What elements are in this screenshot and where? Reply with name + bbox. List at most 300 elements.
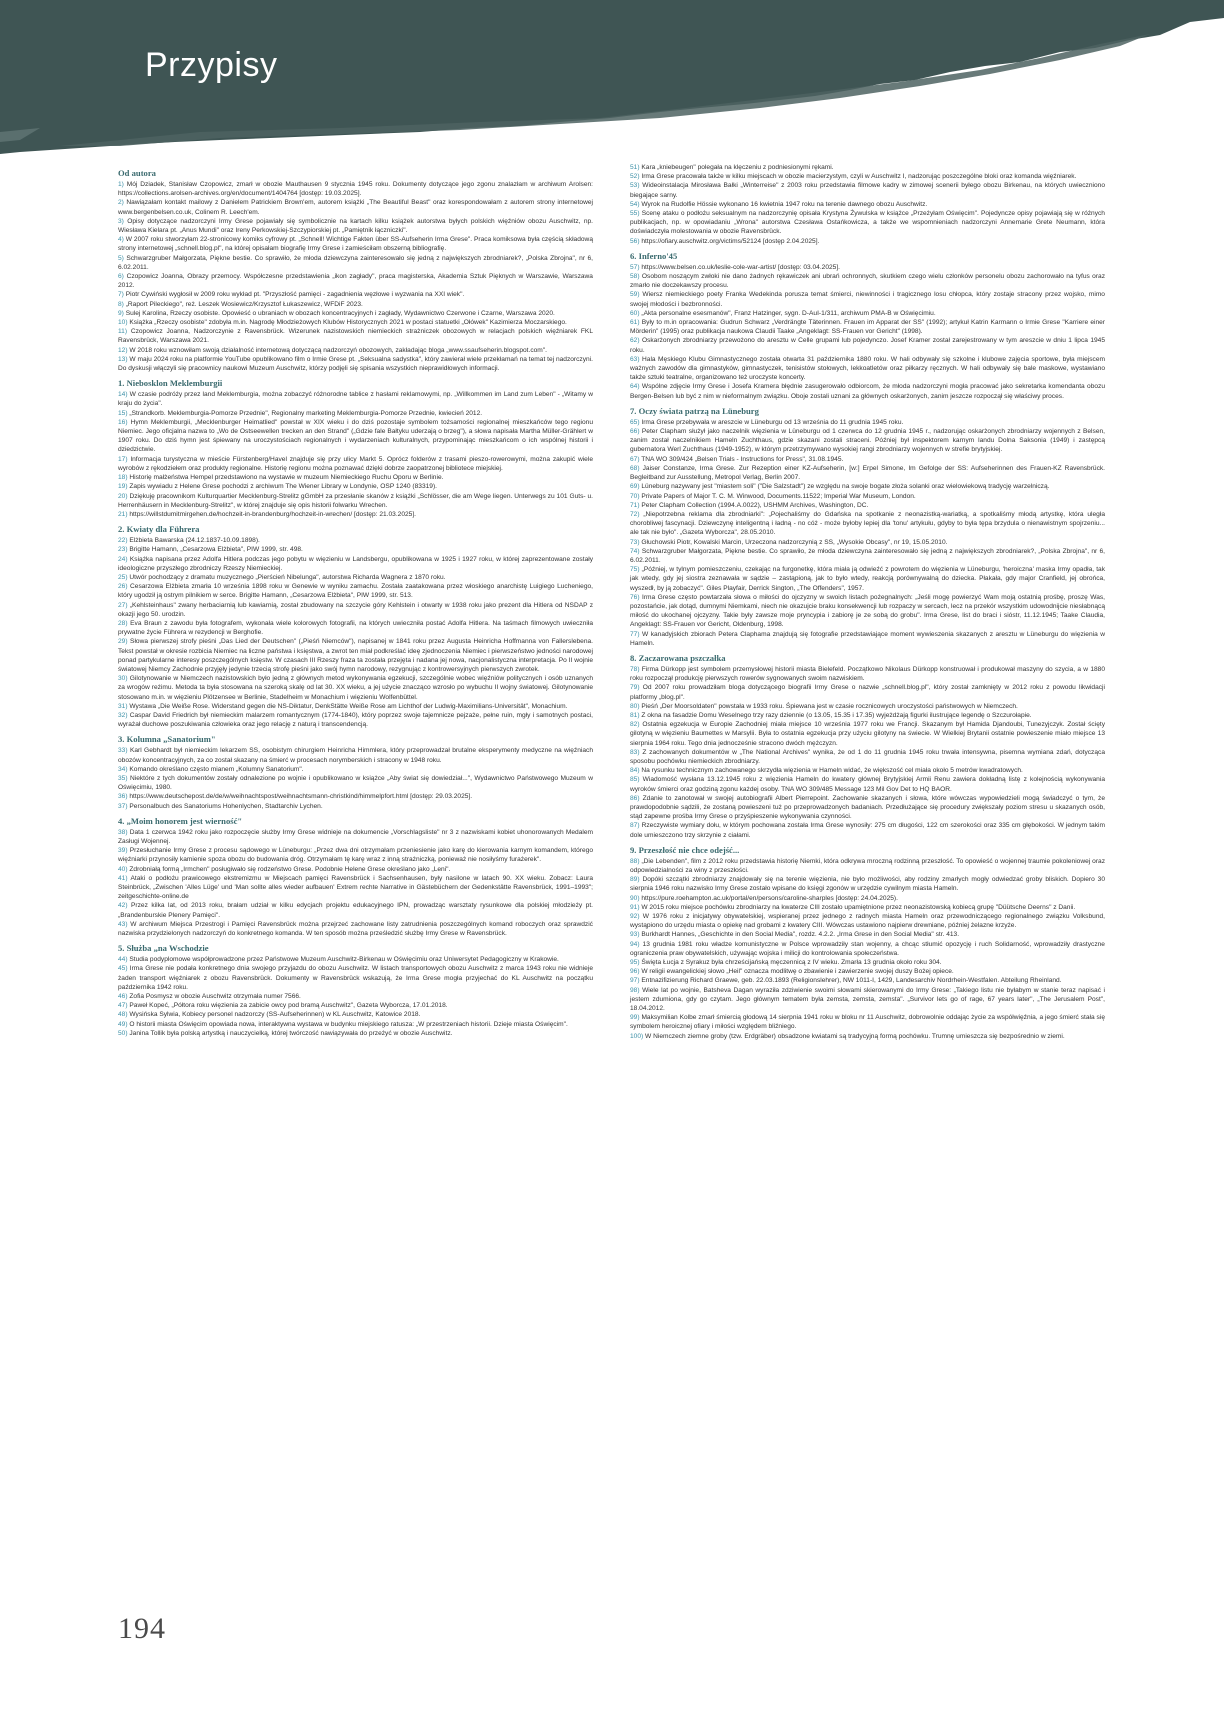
footnote-number: 65) xyxy=(630,418,640,426)
footnote xyxy=(118,619,593,637)
footnote-text: Peter Clapham służył jako naczelnik więzienia w Lüneburgu od 1 czerwca do 12 grudnia 1945 r., nadzorując oskarżonych zbrodniarzy wojennych z Belsen, zanim został naczelnikiem Hameln Zuchthaus, gdzie skazani zostali straceni. Później był inspektorem karnym landu Dolna Saksonia (1949) i zastępcą gubernatora Werl Zuchthaus (1949-1952), w którym przetrzymywano wysokiej rangi zbrodniarzy wojennych w strefie brytyjskiej. xyxy=(630,428,1105,454)
footnote-text: Entnazifizierung Richard Graewe, geb. 22.03.1893 (Religionslehrer), NW 1011-I, 1429, Landesarchiv Nordrhein-Westfalen. Abteilung Rheinland. xyxy=(641,977,1062,985)
footnote xyxy=(118,327,593,345)
footnote-number: 38) xyxy=(118,828,128,836)
footnote-number: 70) xyxy=(630,492,640,500)
footnote-number: 42) xyxy=(118,902,128,910)
footnote xyxy=(630,894,1105,903)
footnote xyxy=(118,272,593,290)
footnote-text: Schwarzgruber Małgorzata, Piękne bestie. Co sprawiło, że młoda dziewczyna zainteresowało się jedną z największych zbrodniarek?, „Polska Zbrojna", nr 6, 6.02.2011. xyxy=(630,547,1105,564)
footnote xyxy=(630,290,1105,308)
footnote-text: https://www.belsen.co.uk/leslie-cole-war-artist/ [dostęp: 03.04.2025]. xyxy=(641,263,841,271)
footnote xyxy=(630,382,1105,400)
footnote xyxy=(630,958,1105,967)
footnote-text: Na rysunku technicznym zachowanego skrzydła więzienia w Hameln widać, że większość cel miała około 5 metrów kwadratowych. xyxy=(641,767,1023,775)
footnote xyxy=(118,637,593,674)
footnote-number: 10) xyxy=(118,319,128,327)
footnote-number: 1) xyxy=(118,181,124,188)
footnote-number: 98) xyxy=(630,986,640,994)
footnote xyxy=(118,254,593,272)
footnote-text: Głuchowski Piotr, Kowalski Marcin, Urzeczona nadzorczynią z SS, „Wysokie Obcasy", nr 19, 15.05.2010. xyxy=(641,538,948,546)
footnote-number: 60) xyxy=(630,309,640,317)
section-heading: 6. Inferno'45 xyxy=(630,250,678,261)
footnote-number: 76) xyxy=(630,593,640,601)
footnote-text: Wiadomość wysłana 13.12.1945 roku z więzienia Hameln do kwatery głównej Brytyjskiej Armii Renu zawiera dokładną listę z kolejnością wykonywania wyroków śmierci oraz godziną zgonu każdej osoby. TNA WO 309/485 Message 123 Mil Gov Det to HQ BAOR. xyxy=(630,776,1105,793)
footnote-text: Irma Grese nie podała konkretnego dnia swojego przyjazdu do obozu Auschwitz. W listach transportowych obozu Auschwitz z marca 1943 roku nie widnieje żaden transport więźniarek z obozu Ravensbrück. Dokumenty w Ravensbrück wskazują, że Irma Grese mogła przyjechać do KL Auschwitz na początku października 1942 roku. xyxy=(118,965,593,991)
footnote-text: Schwarzgruber Małgorzata, Piękne bestie. Co sprawiło, że młoda dziewczyna zainteresowało się jedną z największych zbrodniarek?, „Polska Zbrojna", nr 6, 6.02.2011. xyxy=(118,254,593,271)
footnote-number: 99) xyxy=(630,1014,640,1022)
footnote xyxy=(630,482,1105,491)
footnote-text: O historii miasta Oświęcim opowiada nowa, interaktywna wystawa w budynku miejskiego ratusza: „W przestrzeniach historii. Dzieje miasta Oświęcim". xyxy=(129,1020,568,1028)
footnote-number: 79) xyxy=(630,684,640,692)
footnote-number: 26) xyxy=(118,583,128,591)
footnote xyxy=(118,300,593,309)
footnote xyxy=(630,857,1105,875)
footnote-number: 5) xyxy=(118,254,124,262)
footnote-number: 100) xyxy=(630,1032,644,1040)
footnote-text: Ostatnia egzekucja w Europie Zachodniej miała miejsce 10 września 1977 roku we Francji. Skazanym był Hamida Djandoubi, Tunezyjczyk. Został ścięty gilotyną w więzieniu Baumettes w Marsylii. Była to ostatnia egzekucja przy użyciu gilotyny na świecie. W Wielkiej Brytanii ostatnie powieszenie miało miejsce 13 sierpnia 1964 roku. Tego dnia jednocześnie stracono dwóch mężczyzn. xyxy=(630,721,1105,747)
footnote-number: 84) xyxy=(630,767,640,775)
section-heading: 3. Kolumna „Sanatorium" xyxy=(118,734,216,745)
footnote xyxy=(630,464,1105,482)
footnote-text: Irma Grese przebywała w areszcie w Lüneburgu od 13 września do 11 grudnia 1945 roku. xyxy=(641,418,904,426)
footnote-number: 57) xyxy=(630,263,640,271)
footnote-number: 8) xyxy=(118,300,124,308)
footnote-text: W Niemczech ziemne groby (tzw. Erdgräber) obsadzone kwiatami są tradycyjną formą pochówku. Trumnę umieszcza się bezpośrednio w ziemi. xyxy=(645,1032,1065,1040)
footnote xyxy=(630,986,1105,1014)
footnote-text: Przesłuchanie Irmy Grese z procesu sądowego w Lüneburgu: „Przez dwa dni otrzymałam przeniesienie jako karę do kierowania karnym komandem, którego więźniarki przynosiły kamienie spoza obozu do budowania dróg. Otrzymałam tę karę wraz z inną strażniczką, ponieważ nie nosiłyśmy furażerek". xyxy=(118,847,593,864)
footnote-text: Od 2007 roku prowadziłam bloga dotyczącego biografii Irmy Grese o nazwie „schnell.blog.pl", który został zamknięty w 2012 roku z powodu likwidacji platformy „blog.pl". xyxy=(630,684,1105,701)
footnote-number: 80) xyxy=(630,702,640,710)
footnote-text: Peter Clapham Collection (1994.A.0022), USHMM Archives, Washington, DC. xyxy=(641,501,869,509)
footnote xyxy=(118,290,593,299)
footnote-text: Piotr Cywiński wygłosił w 2009 roku wykład pt. "Przyszłość pamięci - zagadnienia węzłowe i wyzwania na XXI wiek". xyxy=(125,291,465,299)
footnote-text: Elżbieta Bawarska (24.12.1837-10.09.1898). xyxy=(129,537,260,545)
footnote-text: Książka „Rzeczy osobiste" zdobyła m.in. Nagrodę Młodzieżowych Klubów Historycznych 2021 w postaci statuetki „Ołówek" Kazimierza Moczarskiego. xyxy=(129,319,567,327)
footnote xyxy=(630,501,1105,510)
footnote xyxy=(630,702,1105,711)
footnote xyxy=(118,702,593,711)
footnote xyxy=(630,967,1105,976)
footnote-text: W 1976 roku z inicjatywy obywatelskiej, wspieranej przez jednego z radnych miasta Hameln oraz przewodniczącego regionalnego związku Volksbund, wystąpiono do urzędu miasta o opiekę nad grobami z kwatery CIII. Wówczas ustawiono najpierw drewniane, później żelazne krzyże. xyxy=(630,913,1105,930)
footnote-text: W archiwum Miejsca Przestrogi i Pamięci Ravensbrück można przejrzeć zachowane listy zatrudnienia poszczególnych komand roboczych oraz sprawdzić nazwiska przydzielonych nadzorczyń do konkretnego komanda. W ten sposób można prześledzić służbę Irmy Grese w Ravensbrück. xyxy=(118,920,593,938)
footnote-number: 39) xyxy=(118,847,128,855)
footnote-text: Czopowicz Joanna, Nadzorczynie z Ravensbrück. Wizerunek nazistowskich niemieckich strażniczek obozowych w relacjach polskich więźniarek FKL Ravensbrück, Warszawa 2021. xyxy=(118,328,593,345)
footnote xyxy=(118,846,593,864)
footnote xyxy=(630,181,1105,199)
footnote-number: 61) xyxy=(630,319,640,327)
footnote-number: 58) xyxy=(630,273,640,281)
footnote-number: 47) xyxy=(118,1002,128,1010)
footnote xyxy=(630,665,1105,683)
footnote-number: 3) xyxy=(118,217,124,225)
footnote-number: 12) xyxy=(118,346,128,354)
left-column xyxy=(118,163,593,1038)
footnote-text: Scenę ataku o podłożu seksualnym na nadzorczynię opisała Krystyna Żywulska w książce „Przeżyłam Oświęcim". Pojedyncze opisy pojawiają się w różnych publikacjach, np. w opowiadaniu „Wrona" autorstwa Czesława Ostańkowicza, a także we wspomnieniach nadzorczyni Annemarie Grete Neumann, która doświadczyła molestowania w obozie Ravensbrück. xyxy=(630,210,1105,236)
footnote-number: 77) xyxy=(630,630,640,638)
footnote-text: Gilotynowanie w Niemczech nazistowskich było jedną z głównych metod wykonywania egzekucji, szczególnie wobec więźniów politycznych i osób uznanych za wrogów reżimu. Metoda ta była stosowana na szeroką skalę od lat 30. XX wieku, a jej użycie znacząco wzrosło po wybuchu II wojny światowej. Gilotynowanie stosowano m.in. w więzieniu Plötzensee w Berlinie, Stadelheim w Monachium i więzieniu Wolfenbüttel. xyxy=(118,675,594,701)
footnote-number: 14) xyxy=(118,391,128,399)
footnote xyxy=(630,418,1105,427)
footnote xyxy=(118,992,593,1001)
footnote-number: 36) xyxy=(118,793,128,801)
footnote-number: 81) xyxy=(630,711,640,719)
footnote-text: Wiele lat po wojnie, Batsheva Dagan wyraziła zdziwienie swoimi słowami skierowanymi do Irmy Grese: „Takiego listu nie byłabym w stanie teraz napisać i jestem zdumiona, gdy go czytam. Jego głównym tematem była zemsta, zemsta, zemsta". „Survivor lets go of rage, 67 years later", „The Jerusalem Post", 18.04.2012. xyxy=(630,986,1105,1013)
footnote xyxy=(118,674,593,702)
footnote xyxy=(118,346,593,355)
footnote-number: 86) xyxy=(630,794,640,802)
footnote xyxy=(118,418,593,455)
footnote xyxy=(630,318,1105,336)
section-heading: 2. Kwiaty dla Führera xyxy=(118,524,200,535)
section-heading: 9. Przeszłość nie chce odejść... xyxy=(630,844,740,855)
footnote xyxy=(630,912,1105,930)
footnote xyxy=(118,473,593,482)
footnote xyxy=(630,272,1105,290)
footnote-text: Wiersz niemieckiego poety Franka Wedekinda porusza temat śmierci, niewinności i tragicznego losu chłopca, który zostaje stracony przez wojsko, mimo swojej młodości i bezbronności. xyxy=(630,291,1105,308)
footnote xyxy=(630,711,1105,720)
footnote xyxy=(630,455,1105,464)
footnote-number: 35) xyxy=(118,774,128,782)
footnote-text: Zdanie to zanotował w swojej autobiografii Albert Pierrepoint. Zachowanie skazanych i słowa, które wówczas wypowiedzieli mogą świadczyć o tym, że prawdopodobnie sądzili, że zostaną powieszeni tuż po przeprowadzonych badaniach. Przedłużające się procedury zwiększały poziom stresu u skazanych osób, stąd zapewne prośba Irmy Grese o przyśpieszenie wykonywania czynności. xyxy=(630,794,1105,821)
footnote xyxy=(118,545,593,554)
footnote-number: 91) xyxy=(630,903,640,911)
footnote-text: Lüneburg nazywany jest "miastem soli" ("Die Salzstadt") ze względu na swoje bogate złoża solanki oraz wielowiekową tradycję warzelniczą. xyxy=(641,483,1050,491)
footnote xyxy=(118,955,593,964)
footnote xyxy=(118,409,593,418)
section-heading: 1. Niebosklon Meklemburgii xyxy=(118,378,223,389)
page-number: 194 xyxy=(118,1612,166,1645)
footnote-number: 73) xyxy=(630,538,640,546)
footnote-number: 49) xyxy=(118,1020,128,1028)
footnote-number: 45) xyxy=(118,965,128,973)
footnote-number: 78) xyxy=(630,665,640,673)
footnote xyxy=(630,172,1105,181)
footnote-number: 27) xyxy=(118,601,128,609)
footnote-number: 16) xyxy=(118,418,128,426)
footnote-text: Data 1 czerwca 1942 roku jako rozpoczęcie służby Irmy Grese widnieje na dokumencie „Vorschlagsliste" nr 3 z nazwiskami kobiet uhonorowanych Medalem Zasługi Wojennej. xyxy=(118,828,593,845)
footnote-text: W czasie podróży przez land Meklemburgia, można zobaczyć różnorodne tablice z hasłami reklamowymi, np. „Willkommen im Land zum Leben" - „Witamy w kraju do życia". xyxy=(118,391,593,408)
footnote xyxy=(630,593,1105,630)
footnote-text: Wysińska Sylwia, Kobiecy personel nadzorczy (SS-Aufseherinnen) w KL Auschwitz, Katowice 2018. xyxy=(129,1011,421,1019)
footnote-number: 43) xyxy=(118,920,128,928)
footnote xyxy=(630,565,1105,593)
footnote xyxy=(118,792,593,801)
footnote-text: Utwór pochodzący z dramatu muzycznego „Pierścień Nibelunga", autorstwa Richarda Wagnera z 1870 roku. xyxy=(129,573,446,581)
footnote-text: Historię małżeństwa Hempel przedstawiono na wystawie w muzeum Niemieckiego Ruchu Oporu w Berlinie. xyxy=(129,474,444,482)
footnote-number: 11) xyxy=(118,328,128,336)
footnote xyxy=(630,875,1105,893)
footnote xyxy=(630,492,1105,501)
footnote-number: 48) xyxy=(118,1011,128,1019)
footnote-number: 51) xyxy=(630,164,640,171)
footnote-text: „Die Lebenden", film z 2012 roku przedstawia historię Niemki, która odkrywa mroczną rodzinną przeszłość. To opowieść o wojennej traumie pokoleniowej oraz odpowiedzialności za winy z przeszłości. xyxy=(630,857,1105,875)
footnote-number: 33) xyxy=(118,747,128,755)
footnote-text: Rzeczywiste wymiary dołu, w którym pochowana została Irma Grese wynosiły: 275 cm długości, 122 cm szerokości oraz 335 cm głębokości. W jednym takim dole umieszczono trzy skrzynie z ciałami. xyxy=(630,822,1105,839)
footnote-text: „Niepotrzebna reklama dla zbrodniarki": „Pojechaliśmy do Gdańska na spotkanie z neonazistką-wariatką, a spotkaliśmy młodą artystkę, która uległa chorobliwej fascynacji. Dziewczynę inteligentną i ładną - no cóż - może byłoby lepiej dla 'tonu' artykułu, gdyby to była tępa brzydula o nienawistnym spojrzeniu... ale tak nie było". „Gazeta Wyborcza", 28.05.2010. xyxy=(630,510,1105,537)
footnote xyxy=(630,630,1105,648)
footnote-number: 34) xyxy=(118,765,128,773)
footnote-text: Święta Łucja z Syrakuz była chrześcijańską męczennicą z IV wieku. Zmarła 13 grudnia około roku 304. xyxy=(641,959,942,967)
footnote-text: Kara „kniebeugen" polegała na klęczeniu z podniesionymi rękami. xyxy=(641,164,834,171)
footnote-number: 87) xyxy=(630,822,640,830)
footnote-number: 97) xyxy=(630,977,640,985)
footnote-text: Hymn Meklemburgii, „Mecklenburger Heimatlied" powstał w XIX wieku i do dziś pozostaje symbolem tożsamości regionalnej mieszkańców tego regionu Niemiec. Jego oficjalna nazwa to „Wo de Ostseewellen trecken an den Strand" („Gdzie fale Bałtyku uderzają o brzeg"), a słowa napisała Martha Müller-Grählert w 1907 roku. Do dziś hymn jest śpiewany na uroczystościach regionalnych i wydarzeniach kulturalnych, przypominając mieszkańcom o ich wspólnej historii i dziedzictwie. xyxy=(118,418,593,454)
footnote xyxy=(118,964,593,992)
footnote-text: Hala Męskiego Klubu Gimnastycznego została otwarta 31 października 1880 roku. W hali odbywały się szkolne i klubowe zajęcia sportowe, była miejscem ważnych zawodów dla gimnastyków, gimnastyczek, tenisistów stołowych, lekkoatletów oraz piłkarzy ręcznych. W hali odbywały się bale maskowe, wystawiano także sztuki teatralne, organizowano też uroczyste koncerty. xyxy=(630,355,1105,382)
footnote xyxy=(630,510,1105,538)
footnote-number: 24) xyxy=(118,555,128,563)
footnote-text: Wyrok na Rudolfie Hössie wykonano 16 kwietnia 1947 roku na terenie dawnego obozu Auschwitz. xyxy=(641,200,928,208)
footnote xyxy=(630,336,1105,354)
footnote-number: 64) xyxy=(630,383,640,391)
footnote-text: Opisy dotyczące nadzorczyni Irmy Grese pojawiały się symbolicznie na kartach kilku książek autorstwa byłych polskich więźniów obozu Auschwitz, np. Wiesława Kielara pt. „Anus Mundi" oraz Ireny Perkowskiej-Szczypiorskiej pt. „Pamiętnik łączniczki". xyxy=(118,217,593,235)
footnote-number: 71) xyxy=(630,501,640,509)
footnote xyxy=(630,903,1105,912)
footnote-number: 74) xyxy=(630,547,640,555)
section-heading: 8. Zaczarowana pszczałka xyxy=(630,652,726,663)
footnote-number: 32) xyxy=(118,711,128,719)
section-heading: 7. Oczy świata patrzą na Lüneburg xyxy=(630,405,759,416)
footnote xyxy=(118,802,593,811)
footnote-text: Komando określano często mianem „Kolumny Sanatorium". xyxy=(129,765,304,773)
footnote xyxy=(118,765,593,774)
footnote-number: 21) xyxy=(118,510,128,518)
footnote-number: 22) xyxy=(118,537,128,545)
section-heading: Od autora xyxy=(118,168,156,178)
footnote-number: 92) xyxy=(630,913,640,921)
footnote xyxy=(118,1020,593,1029)
footnote-text: Były to m.in opracowania: Gudrun Schwarz „Verdrängte Täterinnen. Frauen im Apparat der SS" (1992); artykuł Katrin Karmann o Irmie Grese "Karriere einer Mörderin" (1995) oraz publikacja naukowa Claudii Taake „Angeklagt: SS-Frauen vor Gericht" (1998). xyxy=(630,319,1105,336)
footnote xyxy=(118,455,593,473)
footnote-text: „Kehlsteinhaus" zwany herbaciarnią lub kawiarnią, został zbudowany na szczycie góry Kehlstein i otwarty w 1938 roku jako prezent dla Hitlera od NSDAP z okazji jego 50. urodzin. xyxy=(118,601,593,618)
footnote xyxy=(118,355,593,373)
footnote-text: Wystawa „Die Weiße Rose. Widerstand gegen die NS-Diktatur, DenkStätte Weiße Rose am Lichthof der Ludwig-Maximilians-Universität", Monachium. xyxy=(129,702,568,710)
footnote-number: 31) xyxy=(118,702,128,710)
footnote-number: 62) xyxy=(630,337,640,345)
footnote-number: 54) xyxy=(630,200,640,208)
footnote-text: Z zachowanych dokumentów w „The National Archives" wynika, że od 1 do 11 grudnia 1945 roku trwała intensywna, pisemna wymiana zdań, dotycząca sposobu pochówku niemieckich zbrodniarzy. xyxy=(630,748,1105,765)
footnote-number: 6) xyxy=(118,273,124,281)
footnote xyxy=(630,1032,1105,1041)
footnote xyxy=(630,1013,1105,1031)
footnote-number: 72) xyxy=(630,510,640,518)
footnote-text: Dziękuję pracownikom Kulturquartier Mecklenburg-Strelitz gGmbH za przesłanie skanów z książki „Schlösser, die am Wege liegen. Unterwegs zu 101 Guts- u. Herrenhäusern in Mecklenburg-Strelitz", w której znajduje się opis historii folwarku Wrechen. xyxy=(118,492,593,509)
footnote-text: W 2018 roku wznowiłam swoją działalność internetową dotyczącą nadzorczyń obozowych, zakładając bloga „www.ssaufseherin.blogspot.com". xyxy=(129,346,547,354)
footnote-text: Wspólne zdjęcie Irmy Grese i Josefa Kramera błędnie zasugerowało odbiorcom, że młoda nadzorczyni mogła pracować jako sekretarka komendanta obozu Bergen-Belsen lub być z nim w nieformalnym związku. Oboje zostali uznani za głównych oskarżonych, zanim jeszcze rozpoczął się właściwy proces. xyxy=(630,383,1105,400)
footnote xyxy=(630,794,1105,822)
footnote-number: 2) xyxy=(118,199,124,207)
footnote xyxy=(118,920,593,938)
footnote-text: Z okna na fasadzie Domu Weselnego trzy razy dziennie (o 13.05, 15.35 i 17.35) wyjeżdżają figurki ilustrujące legendę o Szczurołapie. xyxy=(641,711,1032,719)
footnote xyxy=(118,180,593,198)
footnote xyxy=(118,510,593,519)
footnote xyxy=(630,237,1105,246)
footnote-text: Osobom noszącym zwłoki nie dano żadnych rękawiczek ani ubrań ochronnych, skutkiem czego wielu członków personelu obozu zachorowało na tyfus oraz zmarło nie doczekawszy procesu. xyxy=(630,273,1105,290)
footnote xyxy=(118,217,593,235)
footnote-text: Janina Tollik była polską artystką i nauczycielką, której twórczość nawiązywała do przeżyć w obozie Auschwitz. xyxy=(129,1029,453,1037)
footnote-text: Słowa pierwszej strofy pieśni „Das Lied der Deutschen" („Pieśń Niemców"), napisanej w 1841 roku przez Augusta Heinricha Hoffmanna von Fallerslebena. Tekst powstał w okresie rozbicia Niemiec na liczne państwa i księstwa, a zwrot ten miał podkreślać ideę zjednoczenia Niemiec i pierwszeństwo jedności narodowej ponad partykularne interesy poszczególnych księstw. W czasach III Rzeszy fraza ta została przejęta i nadana jej nowa, nacjonalistyczna interpretacja. Po II wojnie światowej Niemcy Zachodnie przyjęły jedynie trzecią strofę pieśni jako swój hymn narodowy, rezygnując z kontrowersyjnych pierwszych zwrotek. xyxy=(118,638,593,673)
footnote-text: Zdrobniałą formą „Irmchen" posługiwało się rodzeństwo Grese. Podobnie Helene Grese określano jako „Leni". xyxy=(129,865,451,873)
footnote-number: 67) xyxy=(630,455,640,463)
footnote xyxy=(630,547,1105,565)
footnote-text: W kanadyjskich zbiorach Petera Claphama znajdują się fotografie przedstawiające moment wywieszenia skazanych z aresztu w Lüneburgu do więzienia w Hameln. xyxy=(630,630,1105,647)
footnote xyxy=(118,711,593,729)
footnote-number: 23) xyxy=(118,546,128,554)
footnotes-area xyxy=(118,163,1103,1608)
footnote xyxy=(630,309,1105,318)
footnote-text: W 2007 roku stworzyłam 22-stronicowy komiks cyfrowy pt. „Schnell! Wichtige Fakten über SS-Aufseherin Irma Grese". Praca komiksowa była częścią składową strony internetowej „schnell.blog.pl", na której opisałam biografię Irmy Grese i zamieściłam obszerną bibliografię. xyxy=(118,236,593,253)
footnote-text: „Później, w tylnym pomieszczeniu, czekając na furgonetkę, która miała ją odwieźć z powrotem do więzienia w Lüneburgu, 'heroiczna' maska Irmy opadła, tak jak wtedy, gdy jej siostra zeznawała w sądzie – zastąpioną, jak to było wtedy, reakcją porównywalną do dziecka. Płakała, gdy major Cranfield, jej obrońca, wyszedł, by ją zobaczyć". Giles Playfair, Derrick Sington, „The Offenders", 1957. xyxy=(630,566,1105,592)
footnote-text: W religii ewangelickiej słowo „Heil" oznacza modlitwę o zbawienie i zawierzenie swojej duszy Bożej opiece. xyxy=(641,968,954,976)
footnote-number: 89) xyxy=(630,876,640,884)
footnote-number: 17) xyxy=(118,455,128,463)
footnote-text: https://pure.roehampton.ac.uk/portal/en/persons/caroline-sharples [dostęp: 24.04.2025). xyxy=(641,894,898,902)
footnote-number: 55) xyxy=(630,210,640,218)
footnote xyxy=(630,163,1105,172)
footnote-text: Caspar David Friedrich był niemieckim malarzem romantycznym (1774-1840), który poprzez swoje tajemnicze pejzaże, pełne ruin, mgły i samotnych postaci, wyrażał duchowe poszukiwania człowieka oraz jego relację z naturą i transcendencją. xyxy=(118,711,593,729)
footnote-number: 15) xyxy=(118,409,128,417)
footnote xyxy=(630,263,1105,272)
footnote xyxy=(118,1010,593,1019)
footnote xyxy=(630,200,1105,209)
footnote xyxy=(118,555,593,573)
footnote xyxy=(118,774,593,792)
footnote-text: Irma Grese pracowała także w kilku miejscach w obozie macierzystym, czyli w Auschwitz I, nadzorując poszczególne bloki oraz komanda więźniarek. xyxy=(641,173,1077,181)
footnote-text: Paweł Kopeć, „Półtora roku więzienia za zabicie owcy pod bramą Auschwitz", Gazeta Wyborcza, 17.01.2018. xyxy=(129,1002,448,1010)
footnote-number: 69) xyxy=(630,483,640,491)
footnote-text: Brigitte Hamann, „Cesarzowa Elżbieta", PIW 1999, str. 498. xyxy=(129,546,303,554)
footnote-text: Personalbuch des Sanatoriums Hohenlychen, Stadtarchiv Lychen. xyxy=(129,802,323,810)
footnote xyxy=(630,209,1105,237)
footnote-text: Firma Dürkopp jest symbolem przemysłowej historii miasta Bielefeld. Początkowo Nikolaus Dürkopp konstruował i produkował maszyny do szycia, a w 1880 roku rozpoczął produkcję pierwszych rowerów sygnowanych swoim nazwiskiem. xyxy=(630,665,1105,683)
footnote-text: 13 grudnia 1981 roku władze komunistyczne w Polsce wprowadziły stan wojenny, a chcąc stłumić opozycję i ruch Solidarność, wprowadziły drastyczne ograniczenia praw obywatelskich, używając wojska i milicji do kontrolowania społeczeństwa. xyxy=(630,940,1105,957)
footnote-text: Informacja turystyczna w mieście Fürstenberg/Havel znajduje się przy ulicy Markt 5. Oprócz folderów z trasami pieszo-rowerowymi, można zakupić wiele wyrobów z rękodziełem oraz produkty regionalne. Historię regionu można poznawać dzięki dobrze zaopatrzonej bibliotece miejskiej. xyxy=(118,455,593,472)
footnote-number: 46) xyxy=(118,993,128,1001)
footnote-text: Zapis wywiadu z Helene Grese pochodzi z archiwum The Wiener Library w Londynie, OSP 1240 (83319). xyxy=(129,483,437,491)
footnote-text: Maksymilian Kolbe zmarł śmiercią głodową 14 sierpnia 1941 roku w bloku nr 11 Auschwitz, dobrowolnie oddając życie za współwięźnia, a jego śmierć stała się symbolem heroicznej ofiary i miłości względem bliźniego. xyxy=(630,1014,1105,1031)
footnote-number: 29) xyxy=(118,638,128,646)
footnote-text: Pieśń „Der Moorsoldaten" powstała w 1933 roku. Śpiewana jest w czasie rocznicowych uroczystości państwowych w Niemczech. xyxy=(641,702,1018,710)
footnote xyxy=(630,940,1105,958)
footnote-number: 25) xyxy=(118,573,128,581)
footnote-text: Zofia Posmysz w obozie Auschwitz otrzymała numer 7566. xyxy=(129,993,301,1001)
footnote xyxy=(118,318,593,327)
footnote-text: TNA WO 309/424 „Belsen Trials - Instructions for Press", 31.08.1945. xyxy=(641,455,844,463)
footnote-text: Mój Dziadek, Stanisław Czopowicz, zmarł w obozie Mauthausen 9 stycznia 1945 roku. Dokumenty dotyczące jego zgonu znalazłam w archiwum Arolsen: https://collections.arolsen-archives.org/en/document/1404764 [dostęp: 19.03.2025]. xyxy=(118,181,593,198)
footnote-text: https://willstdumitmirgehen.de/hochzeit-in-brandenburg/hochzeit-in-wrechen/ [dostęp: 21.03.2025]. xyxy=(129,510,417,518)
footnote xyxy=(630,821,1105,839)
footnote xyxy=(630,683,1105,701)
right-column xyxy=(630,163,1105,1041)
footnote-number: 13) xyxy=(118,355,128,363)
footnote-text: Karl Gebhardt był niemieckim lekarzem SS, osobistym chirurgiem Heinricha Himmlera, który przeprowadzał brutalne eksperymenty medyczne na więźniach obozów koncentracyjnych, za co został skazany na śmierć w procesach norymberskich i stracony w 1948 roku. xyxy=(118,747,593,764)
footnote xyxy=(118,482,593,491)
footnote xyxy=(118,901,593,919)
footnote-text: Cesarzowa Elżbieta zmarła 10 września 1898 roku w Genewie w wyniku zamachu. Została zaatakowana przez włoskiego anarchistę Luigiego Lucheniego, który ugodził ją ostrym pilnikiem w serce. Brigitte Hamann, „Cesarzowa Elżbieta", PIW 1999, str. 513. xyxy=(118,583,593,600)
footnote-text: Ataki o podłożu prawicowego ekstremizmu w Miejscach pamięci Ravensbrück i Sachsenhausen, były nasilone w latach 90. XX wieku. Zobacz: Laura Steinbrück, „Zwischen 'Alles Lüge' und 'Man sollte alles wieder aufbauen' Extrem rechte Narrative in Gästebüchern der Gedenkstätte Ravensbrück, 1991–1993"; zeitgeschichte-online.de xyxy=(118,874,594,901)
footnote-number: 83) xyxy=(630,748,640,756)
footnote xyxy=(118,601,593,619)
footnote-number: 75) xyxy=(630,566,640,574)
footnote-number: 68) xyxy=(630,464,640,472)
footnote xyxy=(118,492,593,510)
footnote xyxy=(118,309,593,318)
footnote xyxy=(630,427,1105,455)
footnote-number: 82) xyxy=(630,721,640,729)
footnote xyxy=(118,746,593,764)
footnote-number: 7) xyxy=(118,291,124,299)
footnote-text: Jaiser Constanze, Irma Grese. Zur Rezeption einer KZ-Aufseherin, [w:] Erpel Simone, Im Gefolge der SS: Aufseherinnen des Frauen-KZ Ravensbrück. Begleitband zur Ausstellung, Metropol Verlag, Berlin 2007. xyxy=(630,464,1105,482)
footnote-number: 63) xyxy=(630,355,640,363)
footnote-number: 37) xyxy=(118,802,128,810)
footnote-number: 41) xyxy=(118,874,128,882)
footnote-number: 44) xyxy=(118,956,128,964)
footnote-number: 95) xyxy=(630,959,640,967)
footnote-text: Eva Braun z zawodu była fotografem, wykonała wiele kolorowych fotografii, na których uwieczniła postać Adolfa Hitlera. Na taśmach filmowych uwieczniła prywatne życie Führera w rezydencji w Berghofie. xyxy=(118,619,593,637)
footnote-text: Sulej Karolina, Rzeczy osobiste. Opowieść o ubraniach w obozach koncentracyjnych i zagłady, Wydawnictwo Czerwone i Czarne, Warszawa 2020. xyxy=(125,309,555,317)
footnote-number: 88) xyxy=(630,857,640,865)
footnote-number: 93) xyxy=(630,931,640,939)
footnote xyxy=(630,355,1105,383)
footnote xyxy=(118,573,593,582)
footnote-text: Wideoinstalacja Mirosława Bałki „Winterreise" z 2003 roku przedstawia filmowe kadry w zimowej scenerii byłego obozu Birkenau, na których uwieczniono biegające sarny. xyxy=(630,182,1105,199)
footnote-number: 94) xyxy=(630,940,640,948)
footnote-text: Studia podyplomowe współprowadzone przez Państwowe Muzeum Auschwitz-Birkenau w Oświęcimiu oraz Uniwersytet Pedagogiczny w Krakowie. xyxy=(129,956,559,964)
footnote-text: Oskarżonych zbrodniarzy przewożono do aresztu w Celle grupami lub pojedynczo. Josef Kramer został zarejestrowany w tym areszcie w dniu 1 lipca 1945 roku. xyxy=(630,337,1105,354)
footnote xyxy=(118,235,593,253)
footnote xyxy=(630,766,1105,775)
footnote-number: 30) xyxy=(118,675,128,683)
footnote-text: https://ofiary.auschwitz.org/victims/52124 [dostęp 2.04.2025]. xyxy=(641,237,820,245)
footnote xyxy=(630,748,1105,766)
footnote-text: Nawiązałam kontakt mailowy z Danielem Patrickiem Brown'em, autorem książki „The Beautiful Beast" oraz korespondowałam z autorem strony internetowej www.bergenbelsen.co.uk, Colinem R. Leech'em. xyxy=(118,199,593,216)
footnote-text: Dopóki szczątki zbrodniarzy znajdowały się na terenie więzienia, nie było możliwości, aby rodziny zmarłych mogły odwiedzać groby bliskich. Dopiero 30 sierpnia 1946 roku nazwisko Irmy Grese zostało wpisane do księgi zgonów w urzędzie cywilnym miasta Hameln. xyxy=(630,876,1105,893)
footnote-text: „Raport Pileckiego", reż. Leszek Wosiewicz/Krzysztof Łukaszewicz, WFDiF 2023. xyxy=(125,300,363,308)
footnote-text: Burkhardt Hannes, „Geschichte in den Social Media", rozdz. 4.2.2. „Irma Grese in den Social Media" str. 413. xyxy=(641,931,960,939)
footnote xyxy=(118,865,593,874)
footnote-text: Private Papers of Major T. C. M. Winwood, Documents.11522; Imperial War Museum, London. xyxy=(641,492,916,500)
footnote-text: W maju 2024 roku na platformie YouTube opublikowano film o Irmie Grese pt. „Seksualna sadystka", który zawierał wiele przekłamań na temat tej nadzorczyni. Do dyskusji włączyli się pracownicy naukowi Muzeum Auschwitz, którzy podjęli się spisania wszystkich nieprawidłowych informacji. xyxy=(118,355,593,373)
footnote-number: 20) xyxy=(118,492,128,500)
footnote xyxy=(118,1001,593,1010)
footnote-text: https://www.deutschepost.de/de/w/weihnachtspost/weihnachtsmann-christkind/himmelpfort.html [dostęp: 29.03.2025]. xyxy=(129,793,473,801)
footnote-number: 50) xyxy=(118,1029,128,1037)
footnote-text: „Akta personalne esesmanów", Franz Hatzinger, sygn. D-AuI-1/311, archiwum PMA-B w Oświęcimiu. xyxy=(641,309,936,317)
footnote xyxy=(118,582,593,600)
footnote-text: Przez kilka lat, od 2013 roku, brałam udział w kilku edycjach projektu edukacyjnego IPN, prowadząc warsztaty rysunkowe dla polskiej młodzieży pt. „Brandenburskie Plenery Pamięci". xyxy=(118,902,593,919)
footnote-number: 85) xyxy=(630,776,640,784)
section-heading: 5. Służba „na Wschodzie xyxy=(118,943,209,954)
footnote-text: Czopowicz Joanna, Obrazy przemocy. Współczesne przedstawienia „ikon zagłady", praca magisterska, Akademia Sztuk Pięknych w Warszawie, Warszawa 2012. xyxy=(118,273,593,290)
footnote-number: 66) xyxy=(630,428,640,436)
footnote-number: 40) xyxy=(118,865,128,873)
footnote xyxy=(118,390,593,408)
footnote-number: 56) xyxy=(630,237,640,245)
footnote-number: 4) xyxy=(118,236,124,244)
footnote xyxy=(630,976,1105,985)
footnote xyxy=(630,720,1105,748)
footnote-text: Niektóre z tych dokumentów zostały odnalezione po wojnie i opublikowano w książce „Aby świat się dowiedział...", Wydawnictwo Państwowego Muzeum w Oświęcimiu, 1980. xyxy=(118,774,593,792)
footnote xyxy=(630,775,1105,793)
section-heading: 4. „Moim honorem jest wierność" xyxy=(118,815,243,826)
footnote-number: 59) xyxy=(630,291,640,299)
footnote xyxy=(118,198,593,216)
footnote xyxy=(118,1029,593,1038)
footnote-text: Książka napisana przez Adolfa Hitlera podczas jego pobytu w więzieniu w Landsbergu, opublikowana w 1925 i 1927 roku, w której zaprezentowane zostały ideologiczne przyszłego zbrodniczy Rzeszy Niemieckiej. xyxy=(118,555,593,572)
footnote-number: 19) xyxy=(118,483,128,491)
footnote-text: „Strandkorb. Meklemburgia-Pomorze Przednie", Regionalny marketing Meklemburgia-Pomorze Przednie, kwiecień 2012. xyxy=(129,409,483,417)
